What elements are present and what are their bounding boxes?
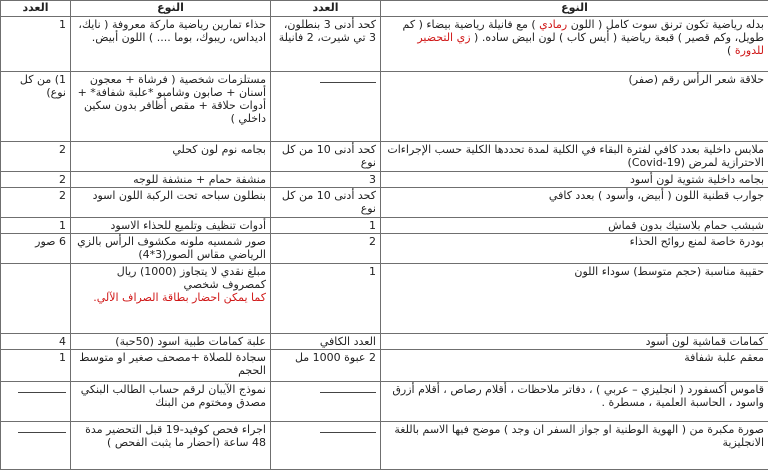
item-type: علبة كمامات طبية اسود (50حبة) [71, 334, 271, 350]
item-count: العدد الكافي [271, 334, 381, 350]
item-count: 1) من كل نوع) [1, 72, 71, 142]
highlight-text: زي التحضير للدورة [417, 31, 764, 57]
header-count-left: العدد [1, 1, 71, 17]
item-text: ) مع فانيلة رياضية بيضاء ( كم طويل، وكم قصير ) قبعة رياضية ( أيس كاب ) لون ابيض ساده. ( [402, 18, 764, 44]
item-count: 4 [1, 334, 71, 350]
item-type: منشفة حمام + منشفة للوجه [71, 172, 271, 188]
table-row [1, 422, 768, 470]
dash-line [320, 73, 376, 83]
item-count-empty [1, 422, 71, 470]
header-count-right: العدد [271, 1, 381, 17]
table-row [1, 188, 768, 218]
item-type: بجامه نوم لون كحلي [71, 142, 271, 172]
item-count: 2 [271, 234, 381, 264]
table-row [1, 350, 768, 382]
item-type: جوارب قطنية اللون ( أبيض، وأسود ) بعدد كافي [381, 188, 768, 218]
item-count: 2 [1, 172, 71, 188]
item-type: اجراء فحص كوفيد-19 قبل التحضير مدة 48 ساعة (احضار ما يثبت الفحص ) [71, 422, 271, 470]
header-row [1, 1, 768, 17]
dash-line [320, 423, 376, 433]
highlight-text: كما يمكن احضار بطاقة الصراف الآلي. [93, 291, 266, 304]
dash-line [320, 383, 376, 393]
item-text: بدله رياضية تكون ترنق سوت كامل ( اللون [567, 18, 764, 31]
item-count: 1 [1, 350, 71, 382]
item-text: ) [727, 44, 735, 57]
item-count-empty [1, 264, 71, 334]
item-type: صورة مكبرة من ( الهوية الوطنية او جواز السفر ان وجد ) موضح فيها الاسم باللغة الانجليزية [381, 422, 768, 470]
item-count: 2 [1, 188, 71, 218]
table-row [1, 264, 768, 334]
item-type: سجادة للصلاة +مصحف صغير او متوسط الحجم [71, 350, 271, 382]
item-count-empty [271, 382, 381, 422]
item-type [71, 264, 271, 334]
table-row [1, 172, 768, 188]
item-count: كحد أدنى 10 من كل نوع [271, 142, 381, 172]
item-type: بنطلون سباحه تحت الركبة اللون اسود [71, 188, 271, 218]
item-type: شبشب حمام بلاستيك بدون قماش [381, 218, 768, 234]
header-type-left: النوع [71, 1, 271, 17]
item-type: بودرة خاصة لمنع روائح الحذاء [381, 234, 768, 264]
table-row [1, 142, 768, 172]
item-count: 3 [271, 172, 381, 188]
item-type: نموذج الآيبان لرقم حساب الطالب البنكي مصدق ومختوم من البنك [71, 382, 271, 422]
item-type: أدوات تنظيف وتلميع للحذاء الاسود [71, 218, 271, 234]
item-text: مبلغ نقدي لا يتجاوز (1000) ريال كمصروف شخصي [116, 265, 266, 291]
table-row [1, 17, 768, 72]
item-type [381, 17, 768, 72]
item-type: ملابس داخلية بعدد كافي لفترة البقاء في الكلية لمدة تحددها الكلية حسب الإجراءات الاحترازية لمرض (Covid-19) [381, 142, 768, 172]
item-type: قاموس أكسفورد ( انجليزي – عربي ) ، دفاتر ملاحظات ، أقلام رصاص ، أقلام أزرق واسود ، الحاسبة العلمية ، مسطرة . [381, 382, 768, 422]
item-type: حلاقة شعر الرأس رقم (صفر) [381, 72, 768, 142]
item-type: بجامه داخلية شتوية لون أسود [381, 172, 768, 188]
table-row [1, 234, 768, 264]
item-type: معقم علبة شفافة [381, 350, 768, 382]
item-type: حقيبة مناسبة (حجم متوسط) سوداء اللون [381, 264, 768, 334]
item-count: 1 [1, 17, 71, 72]
table-row [1, 382, 768, 422]
item-count: 1 [271, 218, 381, 234]
item-count-empty [271, 422, 381, 470]
item-type: حذاء تمارين رياضية ماركة معروفة ( نايك، اديداس، ريبوك، بوما .... ) اللون أبيض. [71, 17, 271, 72]
item-count: 2 [1, 142, 71, 172]
item-type: كمامات قماشية لون أسود [381, 334, 768, 350]
item-type: مستلزمات شخصية ( فرشاة + معجون أسنان + صابون وشامبو *علبة شفافة* + أدوات حلاقة + مقص أظافر بدون سكين داخلي ) [71, 72, 271, 142]
item-type: صور شمسيه ملونه مكشوف الرأس بالزي الرياضي مقاس الصور(3*4) [71, 234, 271, 264]
item-count: 2 عبوة 1000 مل [271, 350, 381, 382]
item-count: 1 [1, 218, 71, 234]
item-count-empty [271, 72, 381, 142]
item-count: 6 صور [1, 234, 71, 264]
dash-line [18, 423, 66, 433]
item-count: كحد أدنى 10 من كل نوع [271, 188, 381, 218]
item-count: 1 [271, 264, 381, 334]
header-type-right: النوع [381, 1, 768, 17]
item-count-empty [1, 382, 71, 422]
table-row [1, 334, 768, 350]
table-row [1, 218, 768, 234]
dash-line [18, 383, 66, 393]
item-count: كحد أدنى 3 بنطلون، 3 تي شيرت، 2 فانيلة [271, 17, 381, 72]
table-row [1, 72, 768, 142]
highlight-text: رمادي [539, 18, 568, 31]
